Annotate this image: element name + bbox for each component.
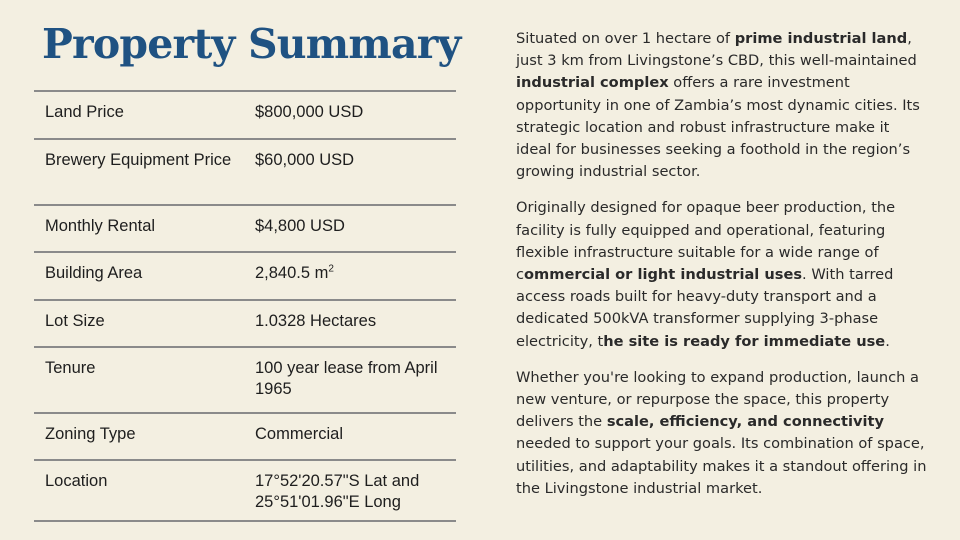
table-row [34,461,456,522]
row-label: Lot Size [45,312,105,330]
row-label: Monthly Rental [45,217,156,235]
table-row [34,206,456,253]
table-row [34,414,456,461]
table-row [34,301,456,348]
text-run: , just 3 km from Livingstone’s CBD, this well-maintained [516,30,917,70]
text-run: Originally designed for opaque beer production, the facility is fully equipped and operational, featuring flexible infrastructure suitable for a wide range of c [516,199,896,284]
table-row [34,348,456,414]
property-summary-table [34,90,456,522]
row-label: Land Price [45,103,124,121]
text-run: Situated on over 1 hectare of [516,30,735,47]
text-run: offers a rare investment opportunity in one of Zambia’s most dynamic cities. Its strategic location and robust infrastructure make it ideal for businesses seeking a foothold in the region’s growing industrial sector. [516,74,920,181]
row-value: 17°52'20.57"S Lat and 25°51'01.96"E Long [255,472,420,511]
bold-text-run: he site is ready for immediate use [603,332,886,350]
unit-superscript: 2 [328,263,334,275]
row-value: $800,000 USD [255,103,364,121]
text-run: . [885,332,890,350]
text-run: . With tarred access roads built for heavy-duty transport and a dedicated 500kVA transformer supplying 3-phase electricity, t [516,266,894,350]
row-value: 100 year lease from April 1965 [255,359,438,398]
paragraph [516,197,928,352]
row-label: Building Area [45,264,143,282]
bold-text-run: ommercial or light industrial uses [524,266,803,284]
paragraph [516,28,928,183]
row-label: Zoning Type [45,425,136,443]
text-run: needed to support your goals. Its combination of space, utilities, and adaptability makes it a standout offering in the Livingstone industrial market. [516,435,927,497]
row-label: Tenure [45,359,96,377]
row-value: $60,000 USD [255,151,355,169]
table-row [34,92,456,140]
row-value [255,263,456,299]
bold-text-run: industrial complex [516,74,669,92]
row-label: Location [45,472,108,490]
page-title: Property Summary [42,20,461,68]
row-value: $4,800 USD [255,217,345,235]
description-text [516,28,928,514]
bold-text-run: prime industrial land [734,30,908,47]
paragraph [516,367,928,500]
row-value: Commercial [255,425,344,443]
row-label: Brewery Equipment Price [45,151,232,169]
building-area-value: 2,840.5 m [255,264,329,282]
row-value: 1.0328 Hectares [255,312,377,330]
bold-text-run: scale, efficiency, and connectivity [606,413,885,431]
table-row [34,253,456,301]
table-row [34,140,456,206]
text-run: Whether you're looking to expand production, launch a new venture, or repurpose the space, this property delivers the [516,368,919,431]
